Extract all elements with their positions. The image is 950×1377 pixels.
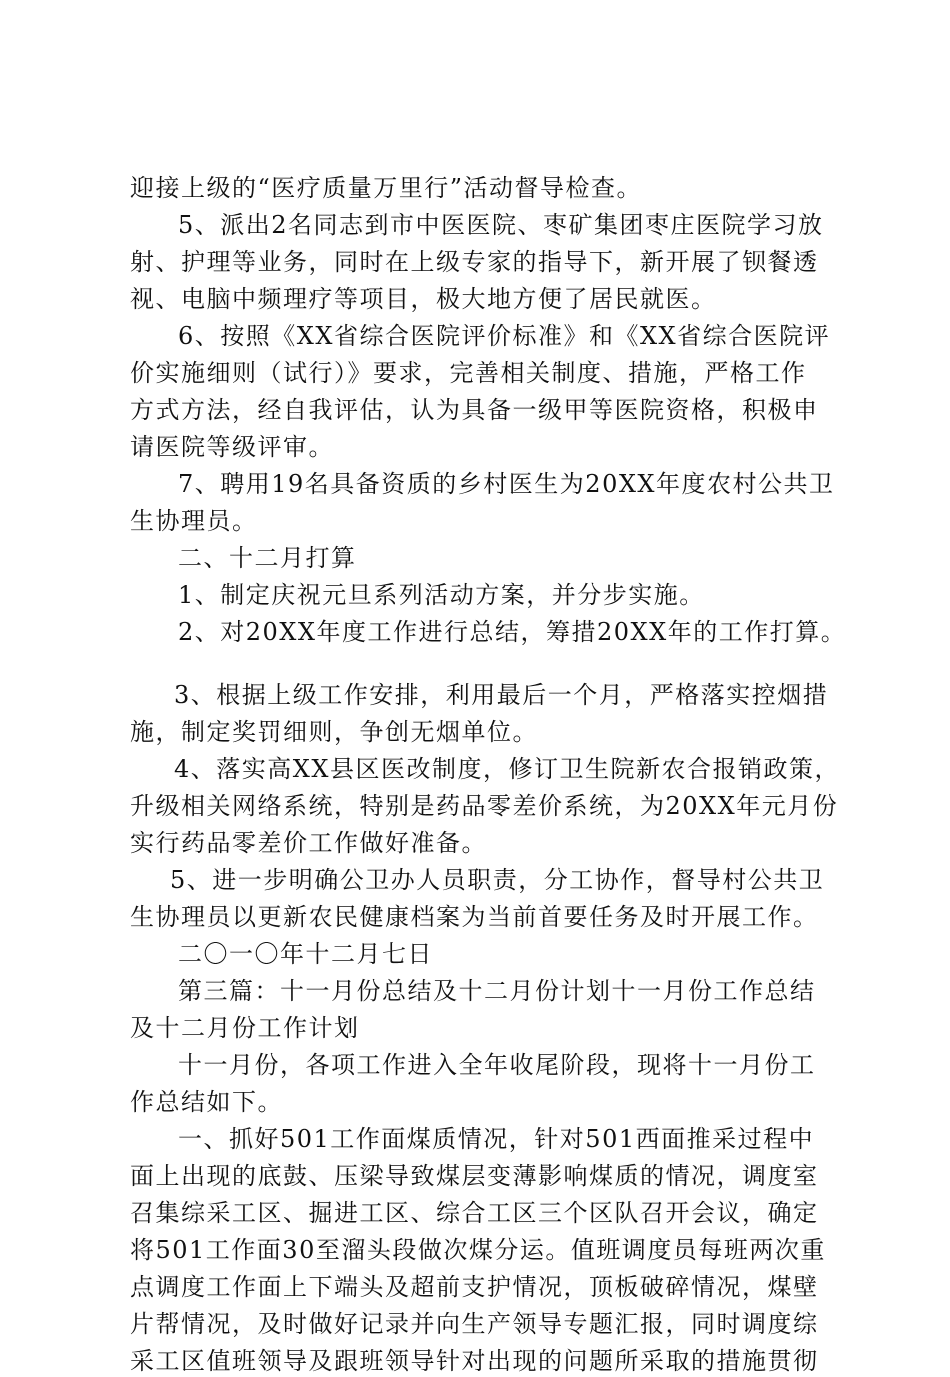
text-line: 十一月份，各项工作进入全年收尾阶段，现将十一月份工 — [178, 1051, 816, 1079]
date-line: 二〇一〇年十二月七日 — [178, 940, 433, 968]
text-line: 召集综采工区、掘进工区、综合工区三个区队召开会议，确定 — [130, 1199, 819, 1227]
text-line: 实行药品零差价工作做好准备。 — [130, 829, 487, 857]
text-line: 方式方法，经自我评估，认为具备一级甲等医院资格，积极申 — [130, 396, 819, 424]
text-line: 生协理员。 — [130, 507, 258, 535]
text-line: 片帮情况，及时做好记录并向生产领导专题汇报，同时调度综 — [130, 1310, 819, 1338]
text-line: 5、派出2名同志到市中医医院、枣矿集团枣庄医院学习放 — [178, 211, 824, 239]
text-line: 迎接上级的“医疗质量万里行”活动督导检查。 — [130, 174, 643, 202]
text-line: 面上出现的底鼓、压梁导致煤层变薄影响煤质的情况，调度室 — [130, 1162, 819, 1190]
text-line: 点调度工作面上下端头及超前支护情况，顶板破碎情况，煤壁 — [130, 1273, 819, 1301]
text-line: 升级相关网络系统，特别是药品零差价系统，为20XX年元月份 — [130, 792, 839, 820]
text-line: 1、制定庆祝元旦系列活动方案，并分步实施。 — [178, 581, 705, 609]
text-line: 将501工作面30至溜头段做次煤分运。值班调度员每班两次重 — [130, 1236, 826, 1264]
text-line: 视、电脑中频理疗等项目，极大地方便了居民就医。 — [130, 285, 717, 313]
text-line: 3、根据上级工作安排，利用最后一个月，严格落实控烟措 — [174, 681, 829, 709]
section-heading: 二、十二月打算 — [178, 544, 357, 572]
text-line: 一、抓好501工作面煤质情况，针对501西面推采过程中 — [178, 1125, 815, 1153]
text-line: 6、按照《XX省综合医院评价标准》和《XX省综合医院评 — [178, 322, 831, 350]
text-line: 4、落实高XX县区医改制度，修订卫生院新农合报销政策， — [174, 755, 840, 783]
text-line: 施，制定奖罚细则，争创无烟单位。 — [130, 718, 538, 746]
chapter-heading: 第三篇：十一月份总结及十二月份计划十一月份工作总结 — [178, 977, 816, 1005]
text-line: 请医院等级评审。 — [130, 433, 334, 461]
text-line: 5、进一步明确公卫办人员职责，分工协作，督导村公共卫 — [170, 866, 825, 894]
text-line: 射、护理等业务，同时在上级专家的指导下，新开展了钡餐透 — [130, 248, 819, 276]
text-line: 采工区值班领导及跟班领导针对出现的问题所采取的措施贯彻 — [130, 1347, 819, 1375]
text-line: 2、对20XX年度工作进行总结，筹措20XX年的工作打算。 — [178, 618, 847, 646]
text-line: 价实施细则（试行）》要求，完善相关制度、措施，严格工作 — [130, 359, 807, 387]
chapter-heading: 及十二月份工作计划 — [130, 1014, 360, 1042]
text-line: 生协理员以更新农民健康档案为当前首要任务及时开展工作。 — [130, 903, 819, 931]
text-line: 7、聘用19名具备资质的乡村医生为20XX年度农村公共卫 — [178, 470, 835, 498]
text-line: 作总结如下。 — [130, 1088, 283, 1116]
